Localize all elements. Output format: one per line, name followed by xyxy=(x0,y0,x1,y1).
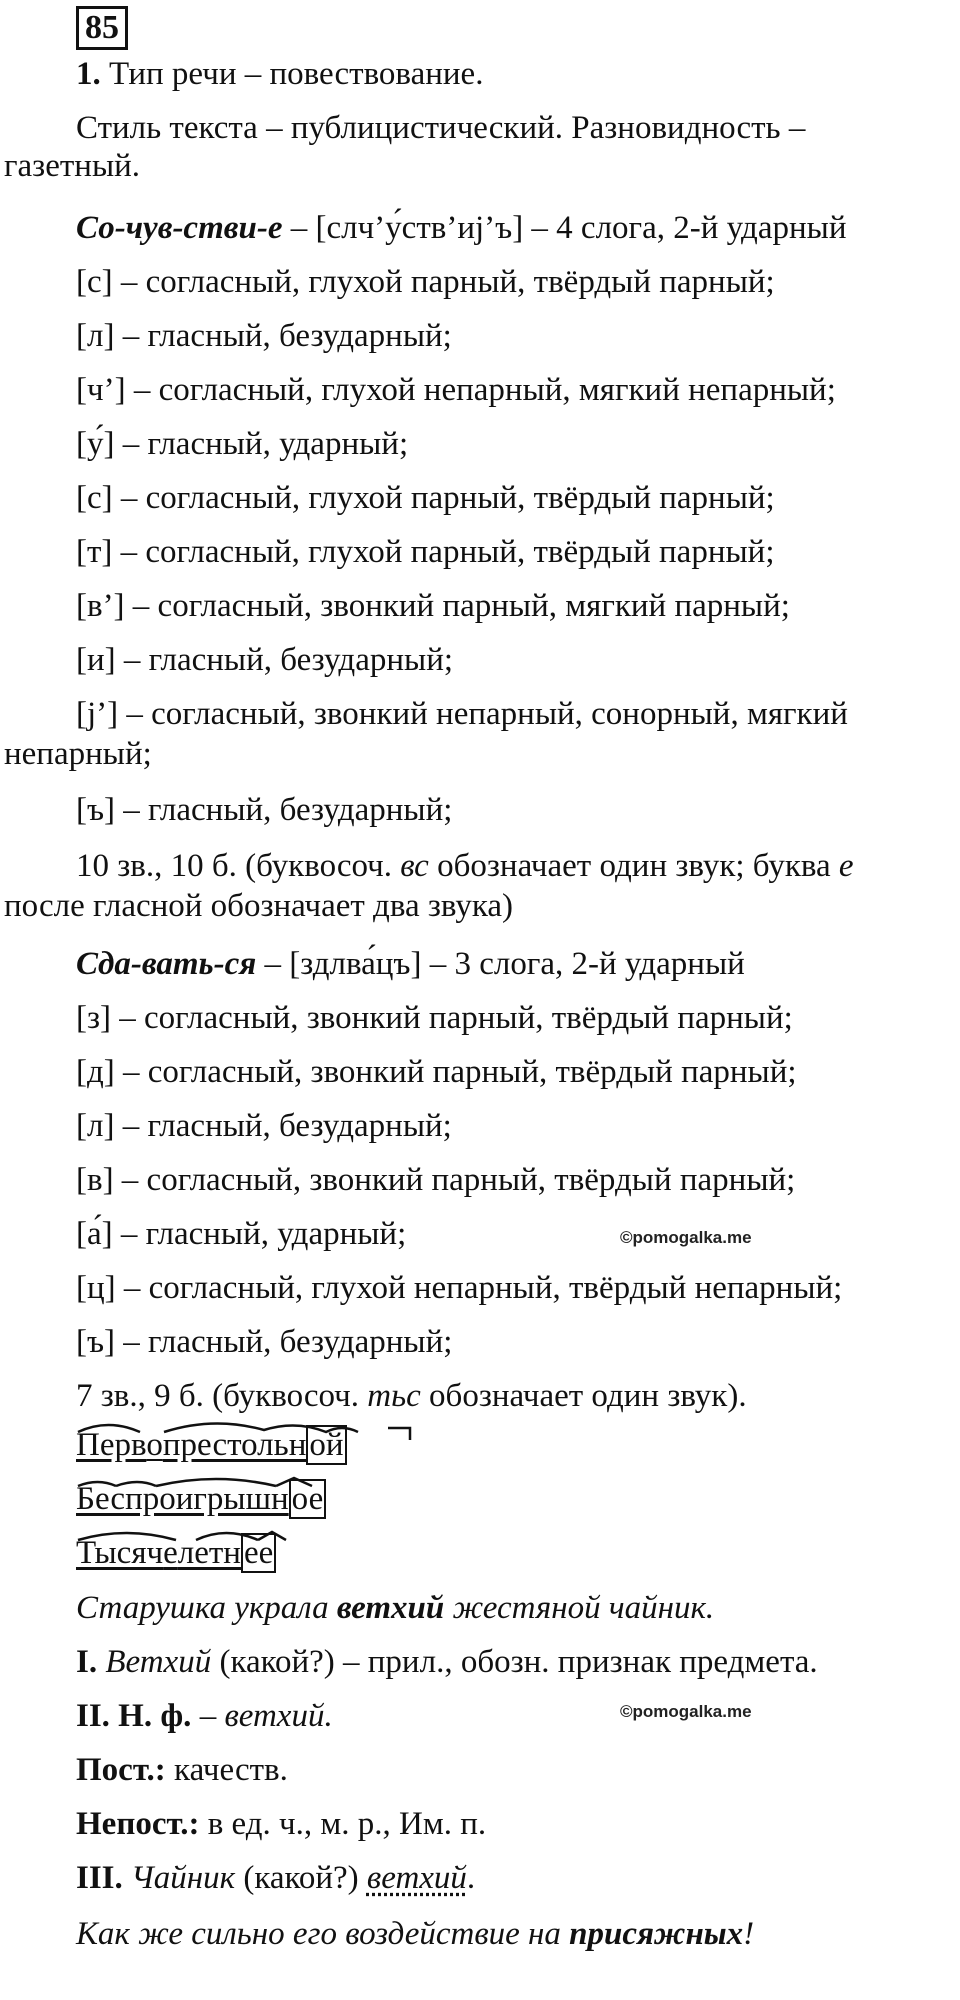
line-style: Стиль текста – публицистический. Разновидность – xyxy=(76,110,806,146)
task-number-box xyxy=(76,6,128,50)
watermark: ©pomogalka.me xyxy=(620,1228,752,1247)
sound-line: [ъ] – гласный, безударный; xyxy=(76,792,453,828)
line-speech-type: 1. Тип речи – повествование. xyxy=(76,56,484,92)
task-number: 85 xyxy=(85,9,119,46)
count-line: 10 зв., 10 б. (буквосоч. вс обозначает один звук; буква е xyxy=(76,848,854,884)
morpheme-word-1: Первопрестольной xyxy=(76,1420,396,1464)
sound-line: [у́] – гласный, ударный; xyxy=(76,426,409,462)
sound-line: [и] – гласный, безударный; xyxy=(76,642,454,678)
sound-line: [з] – согласный, звонкий парный, твёрдый парный; xyxy=(76,1000,793,1036)
count-line: 7 зв., 9 б. (буквосоч. тьс обозначает один звук). xyxy=(76,1378,747,1414)
sound-line: [л] – гласный, безударный; xyxy=(76,318,452,354)
sound-line: [с] – согласный, глухой парный, твёрдый парный; xyxy=(76,480,775,516)
sound-line: [а́] – гласный, ударный; xyxy=(76,1216,407,1252)
parse-point-1: I. Ветхий (какой?) – прил., обозн. признак предмета. xyxy=(76,1644,818,1680)
watermark: ©pomogalka.me xyxy=(620,1702,752,1721)
example-sentence-1: Старушка украла ветхий жестяной чайник. xyxy=(76,1590,715,1626)
count-line-cont: после гласной обозначает два звука) xyxy=(4,888,514,924)
sound-line: [j’] – согласный, звонкий непарный, сонорный, мягкий xyxy=(76,696,848,732)
sound-line: [в’] – согласный, звонкий парный, мягкий парный; xyxy=(76,588,790,624)
parse-point-const: Пост.: качеств. xyxy=(76,1752,288,1788)
line-style-cont: газетный. xyxy=(4,148,141,184)
sound-line: [ч’] – согласный, глухой непарный, мягкий непарный; xyxy=(76,372,836,408)
parse-point-3: III. Чайник (какой?) ветхий. xyxy=(76,1860,476,1896)
morpheme-word-2: Беспроигрышное xyxy=(76,1474,396,1518)
word1-header: Со-чув-стви-е – [слч’у́ств’иj’ъ] – 4 слога, 2-й ударный xyxy=(76,210,847,246)
parse-point-nonconst: Непост.: в ед. ч., м. р., Им. п. xyxy=(76,1806,487,1842)
sound-line: [ц] – согласный, глухой непарный, твёрдый непарный; xyxy=(76,1270,843,1306)
example-sentence-2: Как же сильно его воздействие на присяжных! xyxy=(76,1916,755,1952)
sound-line: [л] – гласный, безударный; xyxy=(76,1108,452,1144)
sound-line: [д] – согласный, звонкий парный, твёрдый парный; xyxy=(76,1054,797,1090)
sound-line: [в] – согласный, звонкий парный, твёрдый парный; xyxy=(76,1162,796,1198)
word2-header: Сда-вать-ся – [здлва́цъ] – 3 слога, 2-й ударный xyxy=(76,946,745,982)
morpheme-word-3: Тысячелетнее xyxy=(76,1528,396,1572)
sound-line: [с] – согласный, глухой парный, твёрдый парный; xyxy=(76,264,775,300)
sound-line: [ъ] – гласный, безударный; xyxy=(76,1324,453,1360)
sound-line: [т] – согласный, глухой парный, твёрдый парный; xyxy=(76,534,775,570)
sound-line-cont: непарный; xyxy=(4,736,152,772)
parse-point-2: II. Н. ф. – ветхий. xyxy=(76,1698,333,1734)
